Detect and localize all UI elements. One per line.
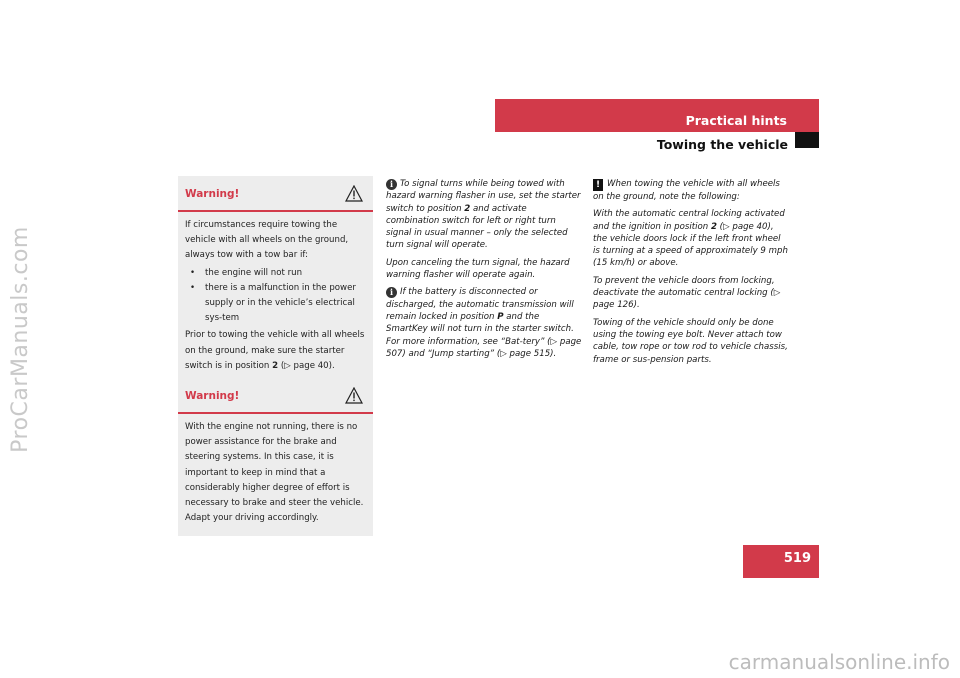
info-note-turn-signal: i To signal turns while being towed with hazard warning flasher in use, set the starter switch to position 2 and activate combination switch for left or right turn signal in usual manner – only the selected turn signal will operate. bbox=[386, 179, 581, 251]
warning-outro: Prior to towing the vehicle with all wheels on the ground, make sure the starter switch is in position 2 (▷ page 40). bbox=[185, 330, 365, 371]
position-marker: 2 bbox=[272, 360, 279, 371]
list-item: • the engine will not run bbox=[185, 266, 366, 281]
caution-intro: ! When towing the vehicle with all wheels on the ground, note the following: bbox=[593, 179, 780, 202]
position-marker: 2 bbox=[464, 203, 471, 214]
list-item: • there is a malfunction in the power supply or in the vehicle’s electrical sys-tem bbox=[185, 281, 366, 327]
warning-triangle-icon bbox=[345, 185, 363, 202]
caution-towing-eye: Towing of the vehicle should only be done using the towing eye bolt. Never attach tow cable, tow rope or tow rod to vehicle chassis, frame or sus-pension parts. bbox=[593, 317, 788, 365]
caution-central-locking: With the automatic central locking activated and the ignition in position 2 (▷ page 40), the vehicle doors lock if the left front wheel is turning at a speed of approximately 9 mph (15 km/h) or above. bbox=[593, 209, 788, 269]
warning-bullets bbox=[185, 266, 366, 327]
warning-body bbox=[178, 212, 373, 384]
notes-column bbox=[386, 178, 582, 365]
warning-triangle-icon bbox=[345, 387, 363, 404]
page-number: 519 bbox=[783, 551, 811, 566]
watermark-left bbox=[0, 0, 40, 678]
warning-header bbox=[178, 176, 373, 212]
caution-deactivate: To prevent the vehicle doors from locking, deactivate the automatic central locking (▷ page 126). bbox=[593, 275, 781, 311]
watermark-bottom: carmanualsonline.info bbox=[728, 650, 950, 674]
header-corner-marker bbox=[795, 132, 819, 148]
warning-title: Warning! bbox=[185, 188, 240, 200]
position-marker: P bbox=[497, 311, 504, 322]
chapter-title: Practical hints bbox=[685, 113, 787, 128]
warning-header bbox=[178, 378, 373, 414]
warning-intro: If circumstances require towing the vehicle with all wheels on the ground, always tow with a tow bar if: bbox=[185, 220, 349, 261]
info-note-battery: i If the battery is disconnected or discharged, the automatic transmission will remain locked in position P and the SmartKey will not turn in the starter switch. For more information, see “Bat-tery” (▷ page 507) and “Jump starting” (▷ page 515). bbox=[386, 287, 582, 359]
info-icon: i bbox=[386, 179, 397, 190]
warning-title: Warning! bbox=[185, 390, 240, 402]
info-note-cancel: Upon canceling the turn signal, the hazard warning flasher will operate again. bbox=[386, 257, 570, 281]
warning-body bbox=[178, 414, 373, 536]
header-bar bbox=[495, 99, 819, 132]
section-title: Towing the vehicle bbox=[656, 137, 788, 152]
page-number-box bbox=[743, 545, 819, 578]
info-icon: i bbox=[386, 287, 397, 298]
position-marker: 2 bbox=[710, 221, 717, 232]
warning-text: With the engine not running, there is no power assistance for the brake and steering systems. In this case, it is important to keep in mind that a considerably higher degree of effort is necessary to brake and steer the vehicle. Adapt your driving accordingly. bbox=[185, 422, 364, 524]
exclamation-icon: ! bbox=[593, 179, 603, 191]
warning-box-brakes bbox=[178, 378, 373, 536]
caution-column bbox=[593, 178, 789, 371]
watermark-left-text: ProCarManuals.com bbox=[7, 225, 33, 453]
warning-box-towing bbox=[178, 176, 373, 384]
